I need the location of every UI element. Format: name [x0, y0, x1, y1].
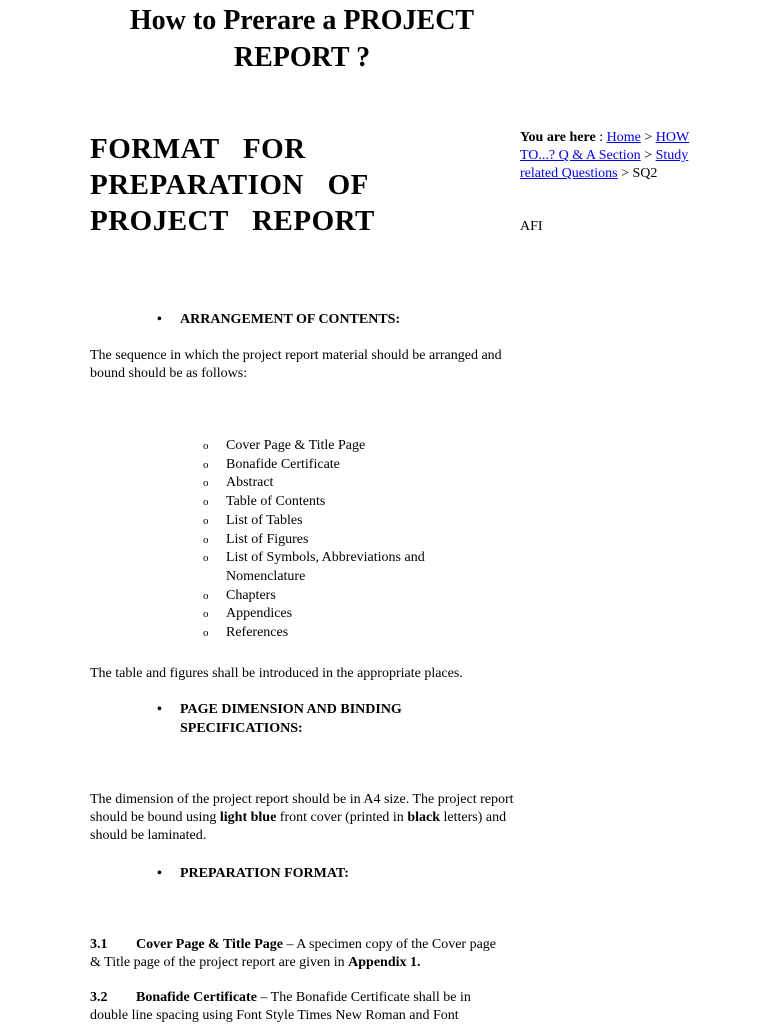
list-item-text: List of Figures [226, 531, 309, 547]
arrangement-text: The sequence in which the project report material should be arranged and bound should be as follows: [90, 348, 502, 381]
item-3-2 [90, 989, 510, 1025]
dimension-text-2: front cover (printed in [276, 810, 408, 825]
list-item [203, 587, 463, 606]
item-3-2-number: 3.2 [90, 990, 108, 1005]
item-3-1-text: – A specimen copy of the Cover page & Title page of the project report are given in [90, 937, 497, 970]
list-item [203, 549, 463, 586]
circle-bullet-icon: o [203, 496, 209, 509]
item-3-1 [90, 936, 510, 972]
circle-bullet-icon: o [203, 458, 209, 471]
circle-bullet-icon: o [203, 589, 209, 602]
dimension-text-1: The dimension of the project report should be in A4 size. The project report should be bound using [90, 792, 514, 825]
list-item [203, 493, 463, 512]
list-item [203, 531, 463, 550]
list-item-text: List of Symbols, Abbreviations and Nomenclature [226, 550, 425, 584]
list-item-text: Bonafide Certificate [226, 456, 340, 472]
breadcrumb-current: SQ2 [632, 166, 658, 181]
tables-note: The table and figures shall be introduced in the appropriate places. [90, 666, 463, 681]
list-item-text: List of Tables [226, 512, 303, 528]
arrangement-heading-text: ARRANGEMENT OF CONTENTS: [180, 312, 401, 327]
breadcrumb-home-link[interactable]: Home [606, 130, 641, 145]
dimension-bold-2: black [407, 810, 440, 825]
list-item [203, 624, 463, 643]
dimension-text-3: letters) and should be laminated. [90, 810, 507, 843]
list-item [203, 456, 463, 475]
page-dimension-heading-text: PAGE DIMENSION AND BINDING SPECIFICATIONS: [180, 702, 402, 736]
circle-bullet-icon: o [203, 533, 209, 546]
list-item [203, 605, 463, 624]
dimension-bold-1: light blue [219, 810, 277, 825]
breadcrumb-study-link[interactable]: Study related Questions [520, 148, 689, 181]
circle-bullet-icon: o [203, 552, 209, 565]
item-3-2-text: – The Bonafide Certificate shall be in double line spacing using Font Style Times New Roman and Font [90, 990, 471, 1023]
list-item-text: Appendices [226, 606, 293, 622]
page-dimension-heading [157, 700, 447, 738]
list-item-text: Table of Contents [226, 494, 326, 510]
item-3-1-title: Cover Page & Title Page [136, 937, 283, 952]
breadcrumb-howto-link[interactable]: HOW TO...? Q & A Section [520, 130, 690, 163]
list-item-text: Cover Page & Title Page [226, 438, 366, 453]
contents-list [203, 437, 463, 643]
bullet-icon: • [157, 866, 162, 881]
list-item-text: Abstract [226, 475, 274, 491]
preparation-heading-text: PREPARATION FORMAT: [180, 866, 349, 881]
afi-text: AFI [520, 219, 543, 234]
item-3-2-title: Bonafide Certificate [136, 990, 257, 1005]
breadcrumb: You are here : Home > HOW TO...? Q & A Section > Study related Questions > SQ2 [520, 130, 690, 181]
dimension-paragraph [90, 791, 520, 845]
bullet-icon: • [157, 702, 162, 717]
circle-bullet-icon: o [203, 608, 209, 621]
preparation-heading [157, 864, 457, 883]
list-item-text: References [226, 625, 289, 641]
list-item [203, 474, 463, 493]
list-item-text: Chapters [226, 587, 276, 603]
circle-bullet-icon: o [203, 514, 209, 527]
circle-bullet-icon: o [203, 627, 209, 640]
item-3-1-number: 3.1 [90, 937, 108, 952]
circle-bullet-icon: o [203, 440, 209, 452]
format-heading: FORMAT FOR PREPARATION OF PROJECT REPORT [90, 133, 375, 237]
item-3-1-ref: Appendix 1. [348, 955, 421, 970]
page-title: How to Prerare a PROJECT REPORT ? [129, 5, 475, 73]
circle-bullet-icon: o [203, 477, 209, 490]
breadcrumb-colon: : [595, 130, 607, 145]
list-item [203, 437, 463, 456]
bullet-icon: • [157, 312, 162, 327]
list-item [203, 512, 463, 531]
arrangement-heading [157, 310, 457, 329]
breadcrumb-label: You are here [520, 130, 596, 145]
